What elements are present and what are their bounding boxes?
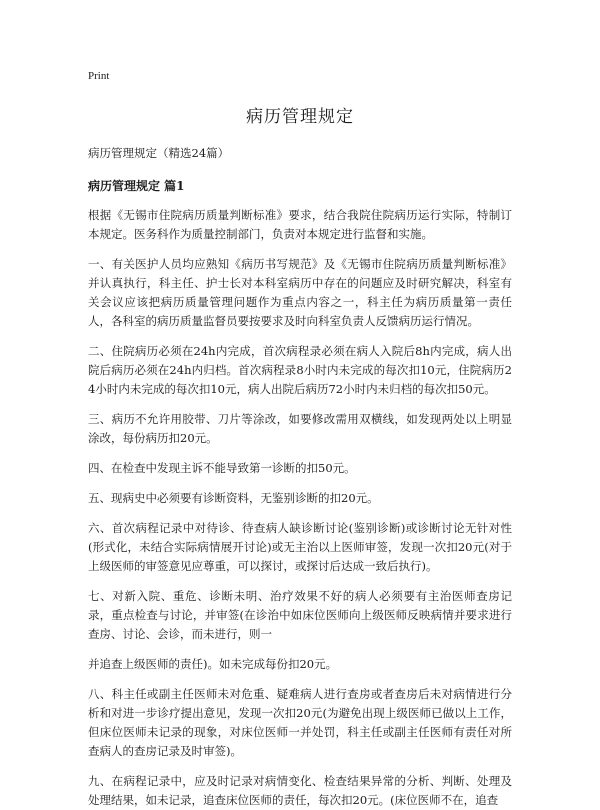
paragraph-3: 三、病历不允许用胶带、刀片等涂改，如要修改需用双横线，如发现两处以上明显涂改，每份病历扣20元。 [88, 412, 512, 445]
paragraph-7: 七、对新入院、重危、诊断未明、治疗效果不好的病人必须要有主治医师查房记录，重点检查与讨论，并审签(在诊治中如床位医师向上级医师反映病情并要求进行查房、讨论、会诊，而未进行，则一 [88, 589, 512, 641]
paragraph-5: 五、现病史中必须要有诊断资料，无鉴别诊断的扣20元。 [88, 491, 379, 505]
document-title: 病历管理规定 [246, 107, 354, 127]
print-link[interactable]: Print [88, 70, 110, 82]
paragraph-4: 四、在检查中发现主诉不能导致第一诊断的扣50元。 [88, 461, 356, 475]
paragraph-8: 八、科主任或副主任医师未对危重、疑难病人进行查房或者查房后未对病情进行分析和对进一步诊疗提出意见，发现一次扣20元(为避免出现上级医师已做以上工作，但床位医师未记录的现象，对床位医师一并处罚，科主任或副主任医师有责任对所查病人的查房记录及时审签)。 [88, 687, 512, 758]
paragraph-2: 二、住院病历必须在24h内完成，首次病程录必须在病人入院后8h内完成，病人出院后病历必须在24h内归档。首次病程录8小时内未完成的每次扣10元，住院病历24小时内未完成的每次扣10元，病人出院后病历72小时内未归档的每次扣50元。 [88, 344, 512, 396]
paragraph-9: 九、在病程记录中，应及时记录对病情变化、检查结果异常的分析、判断、处理及处理结果，如未记录，追查床位医师的责任，每次扣20元。(床位医师不在，追查 [88, 774, 512, 807]
paragraph-intro: 根据《无锡市住院病历质量判断标准》要求，结合我院住院病历运行实际，特制订本规定。医务科作为质量控制部门，负责对本规定进行监督和实施。 [88, 208, 512, 241]
paragraph-1: 一、有关医护人员均应熟知《病历书写规范》及《无锡市住院病历质量判断标准》并认真执行，科主任、护士长对本科室病历中存在的问题应及时研究解决，科室有关会议应该把病历质量管理问题作为重点内容之一，科主任为病历质量第一责任人，各科室的病历质量监督员要按要求及时向科室负责人反馈病历运行情况。 [88, 257, 512, 328]
document-subtitle: 病历管理规定（精选24篇） [88, 146, 230, 160]
paragraph-6: 六、首次病程记录中对待诊、待查病人缺诊断讨论(鉴别诊断)或诊断讨论无针对性(形式化，未结合实际病情展开讨论)或无主治以上医师审签，发现一次扣20元(对于上级医师的审签意见应尊重，可以探讨，或探讨后达成一致后执行)。 [88, 521, 512, 573]
paragraph-7-continued: 并追查上级医师的责任)。如未完成每份扣20元。 [88, 657, 338, 671]
section-heading: 病历管理规定 篇1 [88, 179, 185, 193]
